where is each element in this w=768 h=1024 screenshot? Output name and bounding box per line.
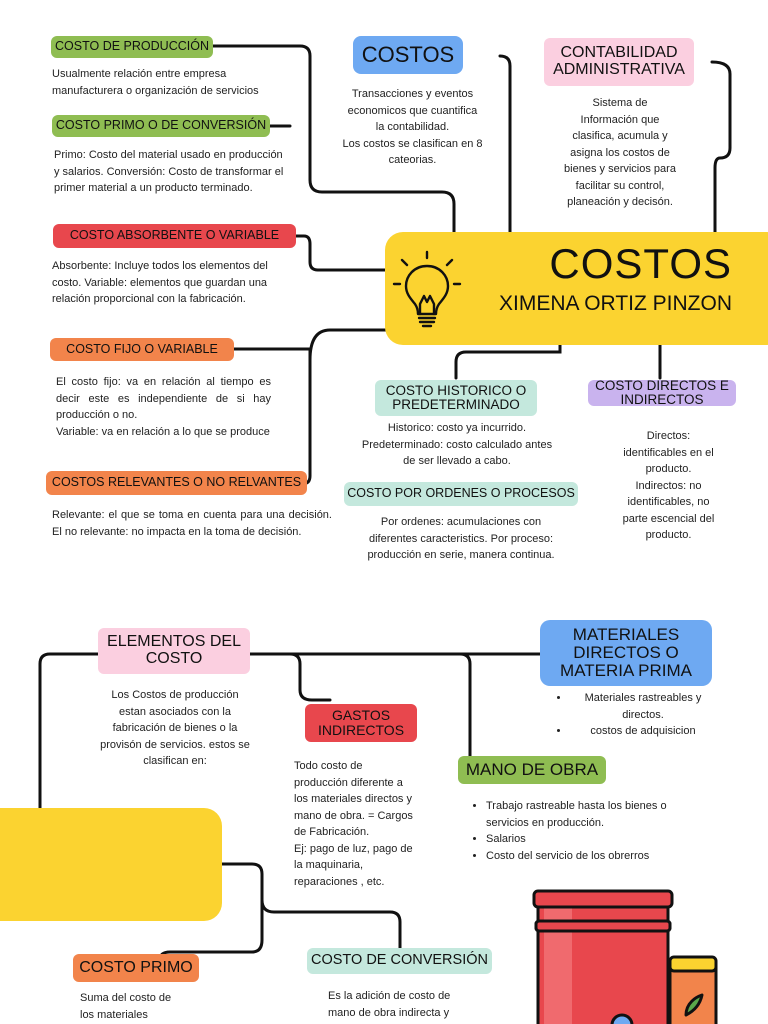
mano-obra-item: • Trabajo rastreable hasta los bienes o servicios en producción. [486,798,702,831]
materiales-item: • costos de adquisicion [570,723,716,740]
connector-fijo-main [310,330,386,360]
connector-conversion [262,900,400,948]
directos-text: Directos: identificables en el producto. Indirectos: no identificables, no parte escencial del producto. [622,430,715,541]
ordenes-text: Por ordenes: acumulaciones con diferentes caracteristics. Por proceso: producción en serie, manera continua. [367,516,555,561]
materiales-item: • Materiales rastreables y directos. [570,690,716,723]
connector-contabilidad [712,62,730,232]
contabilidad-label: CONTABILIDAD ADMINISTRATIVA [544,38,694,86]
primo-conversion-label: COSTO PRIMO O DE CONVERSIÓN [52,115,270,137]
costo-primo-label: COSTO PRIMO [73,954,199,982]
produccion-text: Usualmente relación entre empresa manufacturera o organización de servicios [52,68,259,97]
mano-obra-label: MANO DE OBRA [458,756,606,784]
relevantes-text: Relevante: el que se toma en cuenta para una decisión. El no relevante: no impacta en la toma de decisión. [52,509,332,538]
connector-absorbente [296,236,386,270]
fijo-text: El costo fijo: va en relación al tiempo es decir este es independiente de si hay producción o no. Variable: va en relación a lo que se produce [56,376,271,438]
gastos-label: GASTOS INDIRECTOS [305,704,417,742]
elementos-label: ELEMENTOS DEL COSTO [98,628,250,674]
mano-obra-item: • Costo del servicio de los obrerros [486,848,702,865]
costos-top-text: Transacciones y eventos economicos que cuantifica la contabilidad. Los costos se clasifican en 8 cateorias. [342,88,483,166]
absorbente-label: COSTO ABSORBENTE O VARIABLE [53,224,296,248]
contabilidad-text: Sistema de Información que clasifica, acumula y asigna los costos de bienes y servicios para facilitar su control, planeación y decisón. [564,97,676,208]
connector-historico [456,345,560,378]
relevantes-label: COSTOS RELEVANTES O NO RELVANTES [46,471,307,495]
costo-primo-text: Suma del costo de los materiales [80,992,172,1021]
main-author: XIMENA ORTIZ PINZON [499,292,732,315]
elementos-yellow-box [0,808,222,921]
directos-label: COSTO DIRECTOS E INDIRECTOS [588,380,736,406]
ordenes-label: COSTO POR ORDENES O PROCESOS [344,482,578,506]
costo-conversion-label: COSTO DE CONVERSIÓN [307,948,492,974]
materiales-label: MATERIALES DIRECTOS O MATERIA PRIMA [540,620,712,686]
mano-obra-item: • Salarios [486,831,702,848]
paint-bucket-icon [530,885,730,1024]
historico-label: COSTO HISTORICO O PREDETERMINADO [375,380,537,416]
connector-gastos [290,654,330,700]
gastos-text: Todo costo de producción diferente a los materiales directos y mano de obra. = Cargos de Fabricación. Ej: pago de luz, pago de la maquinaria, reparaciones , etc. [294,760,413,888]
main-title: COSTOS [549,240,732,287]
costos-top-label: COSTOS [353,36,463,74]
lightbulb-icon [392,248,462,330]
absorbente-text: Absorbente: Incluye todos los elementos del costo. Variable: elementos que guardan una relación proporcional con la fabricación. [52,260,268,305]
produccion-label: COSTO DE PRODUCCIÓN [51,36,213,58]
costo-conversion-text: Es la adición de costo de mano de obra indirecta y [328,990,451,1019]
elementos-text: Los Costos de producción estan asociados con la fabricación de bienes o la provisón de servicios. estos se clasifican en: [100,689,250,767]
mano-obra-list [472,798,702,864]
connector-costos-top [500,56,510,232]
historico-text: Historico: costo ya incurrido. Predeterminado: costo calculado antes de ser llevado a cabo. [361,422,553,467]
materiales-list [556,690,716,740]
connector-mano [460,654,470,756]
primo-conversion-text: Primo: Costo del material usado en producción y salarios. Conversión: Costo de transformar el primer material a un producto terminado. [54,149,284,194]
fijo-label: COSTO FIJO O VARIABLE [50,338,234,361]
